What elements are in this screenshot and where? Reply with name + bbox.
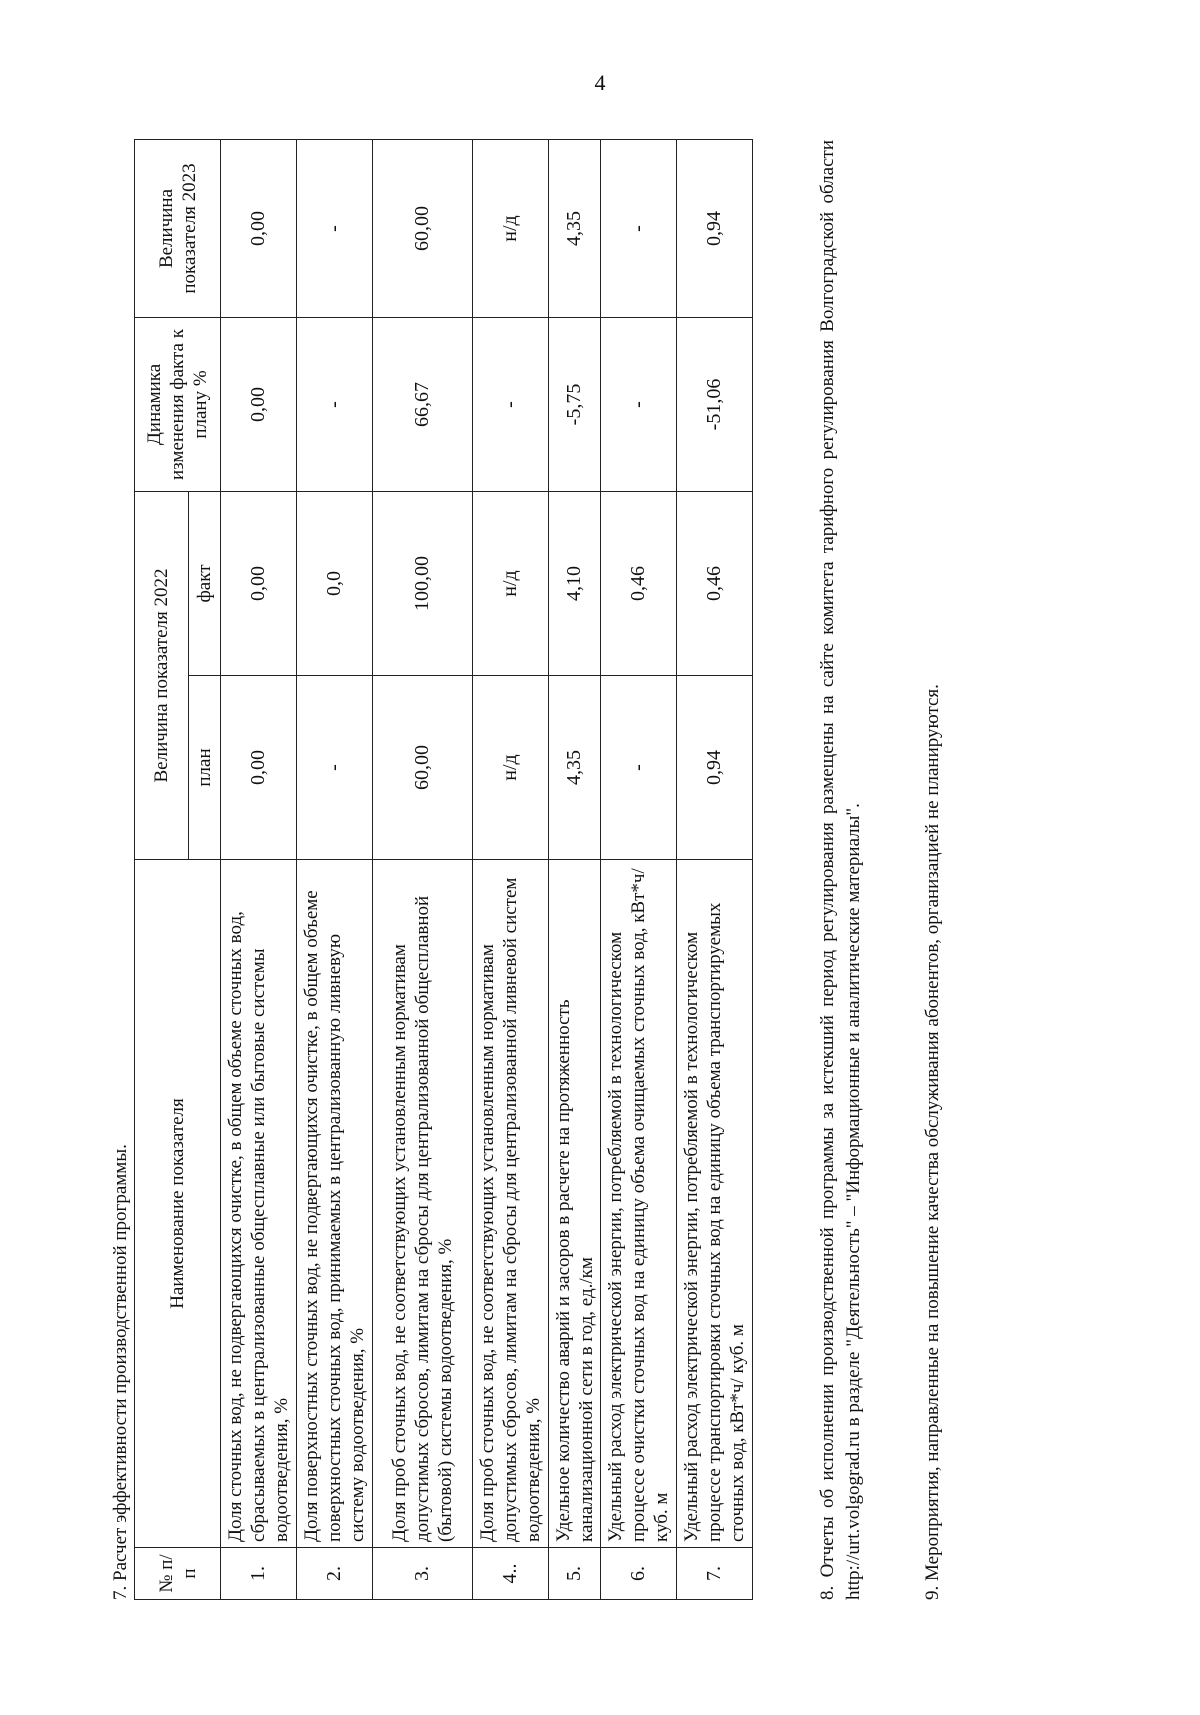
row-num: 7. [677, 1548, 753, 1600]
paragraph-9: 9. Мероприятия, направленные на повышение качества обслуживания абонентов, организацией не планируются. [922, 684, 943, 1600]
header-value-2023: Величина показателя 2023 [135, 140, 221, 318]
row-value-2023: 0,00 [221, 140, 297, 318]
table-row [473, 140, 549, 1600]
row-fact: 0,46 [677, 492, 753, 676]
row-dynamics: -5,75 [549, 318, 601, 492]
table-row [677, 140, 753, 1600]
row-fact: н/д [473, 492, 549, 676]
row-name: Удельное количество аварий и засоров в расчете на протяженность канализационной сети в год, ед./км [549, 860, 601, 1548]
row-name: Удельный расход электрической энергии, потребляемой в технологическом процессе транспортировки сточных вод на единицу объема транспортируемых сточных вод, кВт*ч/ куб. м [677, 860, 753, 1548]
section-title: 7. Расчет эффективности производственной программы. [110, 1144, 131, 1600]
page-number: 4 [594, 70, 606, 95]
row-num: 3. [373, 1548, 473, 1600]
row-num: 6. [601, 1548, 677, 1600]
row-value-2023: н/д [473, 140, 549, 318]
header-plan: план [189, 676, 221, 860]
row-name: Доля поверхностных сточных вод, не подвергающихся очистке, в общем объеме поверхностных сточных вод, принимаемых в централизованную ливневую систему водоотведения, % [297, 860, 373, 1548]
row-dynamics: -51,06 [677, 318, 753, 492]
row-fact: 4,10 [549, 492, 601, 676]
row-name: Доля сточных вод, не подвергающихся очистке, в общем объеме сточных вод, сбрасываемых в централизованные общесплавные или бытовые системы водоотведения, % [221, 860, 297, 1548]
rotated-sheet [110, 140, 1130, 1600]
row-fact: 100,00 [373, 492, 473, 676]
row-name: Доля проб сточных вод, не соответствующих установленным нормативам допустимых сбросов, лимитам на сбросы для централизованной ливневой систем водоотведения, % [473, 860, 549, 1548]
row-num: 2. [297, 1548, 373, 1600]
table-row [297, 140, 373, 1600]
row-dynamics: - [297, 318, 373, 492]
row-value-2023: 60,00 [373, 140, 473, 318]
row-dynamics: 66,67 [373, 318, 473, 492]
row-plan: 0,94 [677, 676, 753, 860]
header-fact: факт [189, 492, 221, 676]
row-value-2023: 0,94 [677, 140, 753, 318]
row-plan: 4,35 [549, 676, 601, 860]
row-num: 1. [221, 1548, 297, 1600]
row-name: Доля проб сточных вод, не соответствующих установленным нормативам допустимых сбросов, лимитам на сбросы для централизованной общесплавной (бытовой) системы водоотведения, % [373, 860, 473, 1548]
table-row [221, 140, 297, 1600]
row-plan: 0,00 [221, 676, 297, 860]
row-plan: - [297, 676, 373, 860]
row-fact: 0,46 [601, 492, 677, 676]
row-fact: 0,0 [297, 492, 373, 676]
header-dynamics: Динамика изменения факта к плану % [135, 318, 221, 492]
row-dynamics: - [601, 318, 677, 492]
row-num: 4.. [473, 1548, 549, 1600]
row-name: Удельный расход электрической энергии, потребляемой в технологическом процессе очистки сточных вод на единицу объема очищаемых сточных вод, кВт*ч/ куб. м [601, 860, 677, 1548]
row-plan: н/д [473, 676, 549, 860]
row-value-2023: - [297, 140, 373, 318]
paragraph-8: 8. Отчеты об исполнении производственной программы за истекший период регулирования размещены на сайте комитета тарифного регулирования Волгоградской области http://urt.volgograd.ru в разделе "Деятельность" – "Информационные и аналитические материалы". [817, 140, 864, 1600]
row-plan: - [601, 676, 677, 860]
row-plan: 60,00 [373, 676, 473, 860]
table-row [373, 140, 473, 1600]
efficiency-table [134, 139, 753, 1600]
header-name: Наименование показателя [135, 860, 221, 1548]
row-fact: 0,00 [221, 492, 297, 676]
table-row [601, 140, 677, 1600]
row-value-2023: - [601, 140, 677, 318]
row-num: 5. [549, 1548, 601, 1600]
row-value-2023: 4,35 [549, 140, 601, 318]
header-value-2022: Величина показателя 2022 [135, 492, 189, 860]
row-dynamics: - [473, 318, 549, 492]
row-dynamics: 0,00 [221, 318, 297, 492]
header-num: № п/п [135, 1548, 221, 1600]
table-row [549, 140, 601, 1600]
